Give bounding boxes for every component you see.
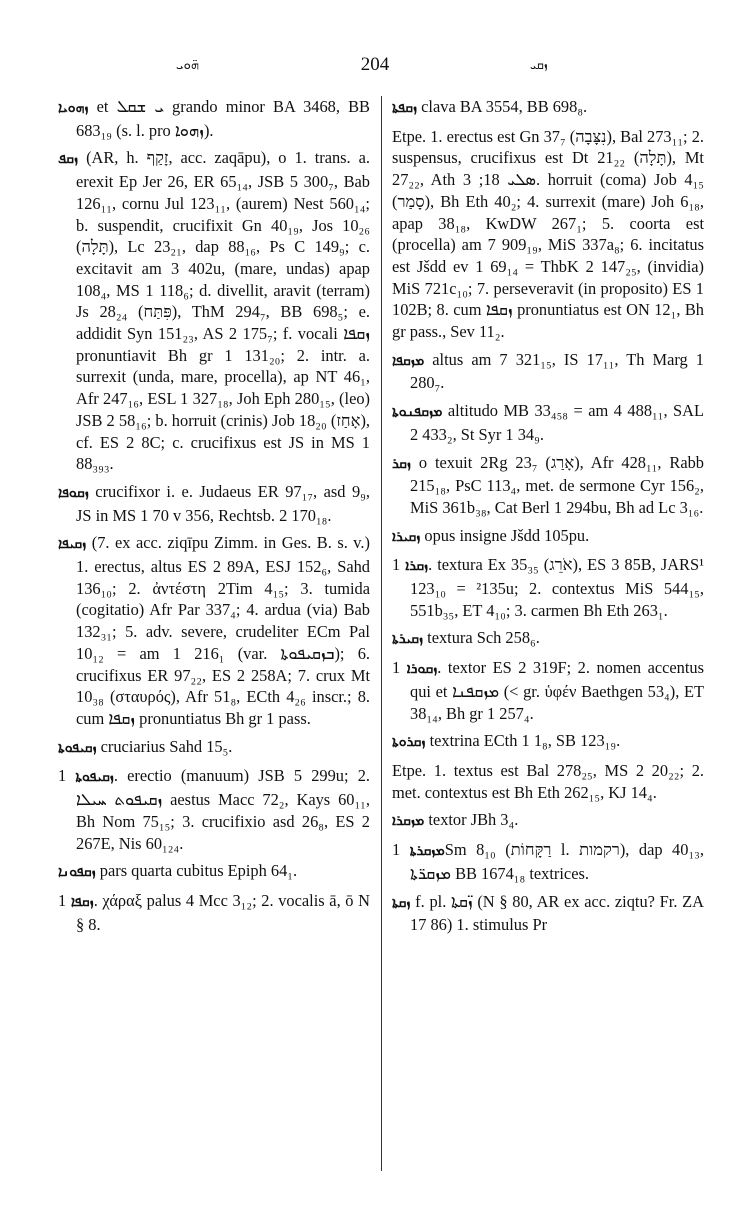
dictionary-entry <box>392 891 704 936</box>
dictionary-entry <box>392 809 704 833</box>
entry-text: 1. textura Ex 35₃₅ (אֹרֵג), ES 3 85B, JARS¹ 123₁₀ = ²135u; 2. contextus MiS 544₁₅, 551b₃₅, ET 4₁₀; 3. carmen Bh Eth 263₁. <box>392 555 704 620</box>
page-number: 204 <box>360 54 390 75</box>
entry-text: 1. textor ES 2 319F; 2. nomen accentus qui et ܡܙܩܦܢܐ (< gr. ὑφέν Baethgen 53₄), ET 38₁₄, Bh gr 1 257₄. <box>392 658 704 723</box>
entry-lemma: ܙܩܪܐ <box>405 558 429 575</box>
dictionary-entry <box>58 765 370 854</box>
entry-text: clava BA 3554, BB 698₈. <box>421 97 588 116</box>
entry-text: crucifixor i. e. Judaeus ER 97₁₇, asd 9₉, JS in MS 1 70 v 356, Rechtsb. 2 170₁₈. <box>76 481 370 525</box>
entry-lemma: ܡܙܩܪܐ <box>392 813 425 830</box>
entry-lemma: ܙܩܦܐ <box>70 893 94 910</box>
dictionary-entry <box>392 96 704 120</box>
dictionary-entry <box>58 481 370 526</box>
entry-text: cruciarius Sahd 15₅. <box>100 736 233 756</box>
dictionary-entry <box>392 657 704 724</box>
entry-text: textrina ECth 1 1₈, SB 123₁₉. <box>429 731 621 751</box>
entry-text: altus am 7 321₁₅, IS 17₁₁, Th Marg 1 280₇. <box>410 349 705 393</box>
left-column <box>58 96 370 941</box>
dictionary-entry <box>58 860 370 884</box>
entry-lemma: ܡܙܩܦܢܘܬܐ <box>392 404 443 421</box>
entry-lemma: ܙܗܘܝܐ <box>58 100 89 116</box>
dictionary-entry <box>58 532 370 729</box>
page-header <box>0 50 750 90</box>
entry-text: (AR, h. זָקַף, acc. zaqāpu), o 1. trans. a. erexit Ep Jer 26, ER 65₁₄, JSB 5 300₇, Bab 126₁₁, cornu Jul 123₁₁, (aurem) Nest 560₁₄; b. suspendit, crucifixit Gn 40₁₉, Jos 10₂₆ (תָּלָה), Lc 23₂₁, dap 88₁₆, Ps C 149₉; c. excitavit am 3 402u, (mare, undas) apap 108₄, MS 1 118₆; d. divellit, aravit (terram) Js 28₂₄ (פִּתַּח), ThM 294₇, BB 698₅; e. addidit Syn 151₂₃, AS 2 175₇; f. vocali ܙܩܦܐ pronuntiavit Bh gr 1 131₂₀; 2. intr. a. surrexit (unda, mare, procella), ap NT 46₁, Afr 247₁₆, ESL 1 327₁₈, Joh Eph 280₁₅, (leo) JSB 2 58₁₆; b. horruit (crinis) Job 18₂₀ (אָחַז), cf. ES 2 8C; c. crucifixus est JS in MS 1 88₃₉₃. <box>76 148 370 474</box>
entry-lemma: ܙܩܪ <box>392 455 411 472</box>
dictionary-entry <box>58 147 370 475</box>
entry-lemma: ܙܩܘܦܐ <box>58 484 89 501</box>
entry-text: textura Sch 258₆. <box>427 628 540 648</box>
dictionary-entry <box>392 525 704 549</box>
entry-text: 1. erectio (manuum) JSB 5 299u; 2. ܙܩܝܦܘܬ ܚܝܠܐ aestus Macc 72₂, Kays 60₁₁, Bh Nom 75₁₅; 3. crucifixio asd 26₈, ES 2 267E, Nis 60₁₂₄. <box>58 766 370 853</box>
dictionary-entry <box>392 627 704 651</box>
entry-text: pars quarta cubitus Epiph 64₁. <box>99 861 298 881</box>
entry-lemma: ܙܩܝܦܘܬܐ <box>75 769 114 786</box>
dictionary-subentry <box>392 126 704 343</box>
running-head-right: ܙܩܝ <box>530 58 548 73</box>
dictionary-entry <box>392 554 704 621</box>
entry-text: opus insigne Jšdd 105pu. <box>424 525 590 545</box>
entry-text: textor JBh 3₄. <box>428 810 519 830</box>
entry-lemma: ܙܩܝܪܐ <box>392 528 421 545</box>
dictionary-entry <box>392 400 704 445</box>
entry-text: 1Sm 8₁₀ (רַקָּחוֹת l. רקמות), dap 40₁₃, ܡܙܩܪ̈ܬܐ BB 1674₁₈ textrices. <box>392 840 704 883</box>
entry-lemma: ܙܩܦܬܐ <box>392 100 418 116</box>
entry-lemma: ܙܩܦ <box>58 151 79 168</box>
right-column <box>392 96 704 942</box>
dictionary-entry <box>58 736 370 760</box>
dictionary-entry <box>392 452 704 519</box>
entry-lemma: ܙܩܘܪܐ <box>406 661 438 678</box>
entry-text: altitudo MB 33₄₅₈ = am 4 488₁₁, SAL 2 433₂, St Syr 1 34₉. <box>410 401 704 444</box>
running-head-left: ܗ̈ܘܝ <box>176 58 199 73</box>
entry-lemma: ܡܙܩܪܬܐ <box>409 843 445 860</box>
column-divider <box>381 96 382 1171</box>
entry-lemma: ܙܩܝܦܘܬܐ <box>58 739 97 756</box>
entry-lemma: ܙܩܪܘܬܐ <box>392 734 426 751</box>
entry-lemma: ܙܩܝܦܐ <box>58 536 87 553</box>
entry-text: o texuit 2Rg 23₇ (אָרַג), Afr 428₁₁, Rabb 215₁₈, PsC 113₄, met. de sermone Cyr 156₂, MiS 361b₃₈, Cat Berl 1 294bu, Bh ad Lc 3₁₆. <box>410 452 704 517</box>
entry-lemma: ܙܩܦܘܢܐ <box>58 864 96 881</box>
dictionary-entry <box>58 890 370 935</box>
dictionary-entry <box>392 839 704 884</box>
entry-lemma: ܙܩܬܐ <box>392 894 411 911</box>
dictionary-subentry <box>392 760 704 803</box>
entry-lemma: ܡܙܩܦܐ <box>392 352 425 369</box>
entry-lemma: ܙܩܝܪܬܐ <box>392 631 424 648</box>
entry-text: 1. χάραξ palus 4 Mcc 3₁₂; 2. vocalis ā, ō N § 8. <box>58 890 370 934</box>
entry-text: (7. ex acc. ziqīpu Zimm. in Ges. B. s. v.) 1. erectus, altus ES 2 89A, ESJ 152₆, Sahd 136₁₀; 2. ἀντέστη 2Tim 4₁₅; 3. tumida (cogitatio) Afr Par 337₄; 4. ardua (via) Bab 132₃₁; 5. adv. severe, crudeliter ECm Pal 10₁₂ = am 1 216₁ (var. ܒܙܩܝܦܘܬܐ); 6. crucifixus ER 97₂₂, ES 2 258A; 7. crux Mt 10₃₈ (σταυρός), Afr 51₈, ECth 4₂₆ inscr.; 8. cum ܙܩܦܐ pronuntiatus Bh gr 1 pass. <box>76 533 370 728</box>
dictionary-entry <box>58 96 370 141</box>
dictionary-entry <box>392 730 704 754</box>
entry-text: f. pl. ܙ̈ܩܬܐ (N § 80, AR ex acc. ziqtu? Fr. ZA 17 86) 1. stimulus Pr <box>410 891 704 935</box>
entry-text: Etpe. 1. textus est Bal 278₂₅, MS 2 20₂₂; 2. met. contextus est Bh Eth 262₁₅, KJ 14₄. <box>392 760 704 802</box>
entry-text: et ܝ ܫܩܠ grando minor BA 3468, BB 683₁₉ (s. l. pro ܙܗܘܐ). <box>76 97 370 140</box>
dictionary-entry <box>392 349 704 394</box>
entry-text: Etpe. 1. erectus est Gn 37₇ (נִצָּבָה), Bal 273₁₁; 2. suspensus, crucifixus est Dt 21₂₂ (תָּלָה), Mt 27₂₂, Ath ܣܠܝ 18; 3. horruit (coma) Job 4₁₅ (סָמַר), Bh Eth 40₂; 4. surrexit (mare) Joh 6₁₈, apap 38₁₈, KwDW 267₁; 5. coorta est (procella) am 7 909₁₉, MiS 337a₈; 6. incitatus est Jšdd ev 1 69₁₄ = ThbK 2 147₂₅, (invidia) MiS 721c₁₀; 7. perseveravit (in proposito) ES 1 102B; 8. cum ܙܩܦܐ pronuntiatus est ON 12₁, Bh gr pass., Sev 11₂. <box>392 126 705 342</box>
